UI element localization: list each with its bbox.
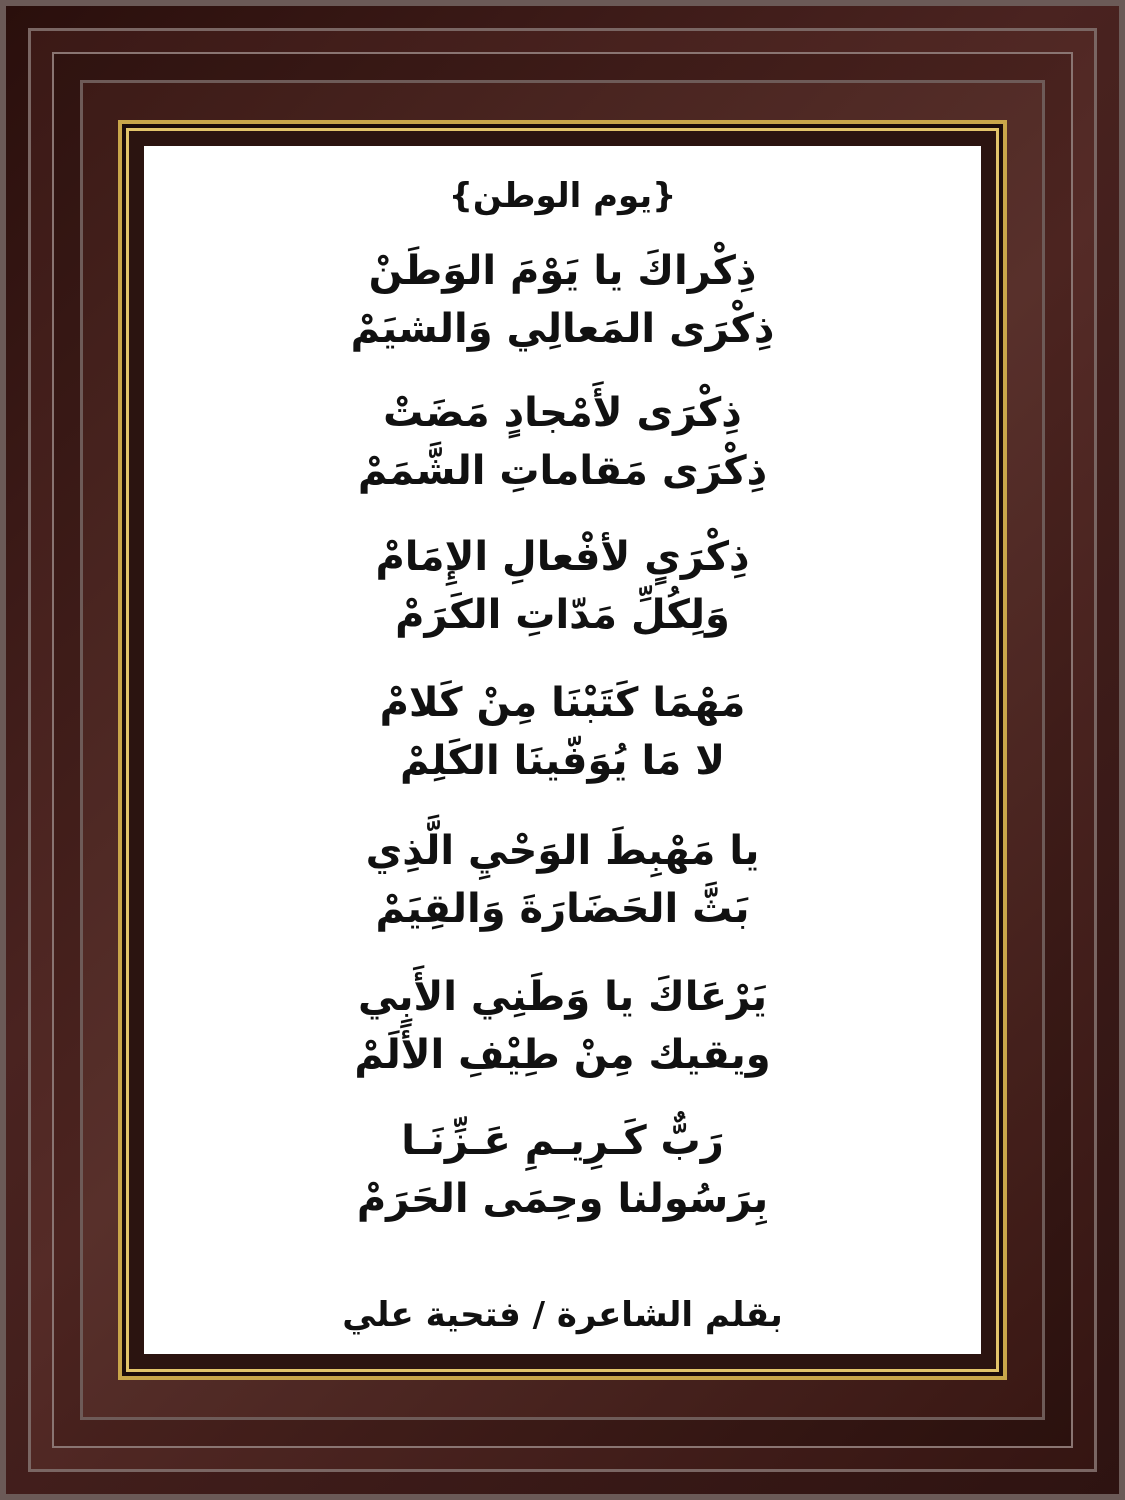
verse-line: بَثَّ الحَضَارَةَ وَالقِيَمْ [375,886,750,932]
verse-line: ذِكْرَى لأَمْجادٍ مَضَتْ [383,390,742,436]
verse-line: يا مَهْبِطَ الوَحْيِ الَّذِي [365,828,760,874]
verse-line: لا مَا يُوَفّينَا الكَلِمْ [400,738,725,784]
verse-line: ذِكْرَى مَقاماتِ الشَّمَمْ [357,448,768,494]
verse-line: ذِكْراكَ يا يَوْمَ الوَطَنْ [368,248,757,294]
stanza-4 [144,674,981,790]
poem-title: {يوم الوطن} [448,176,677,216]
verse-line: وَلِكُلِّ مَدّاتِ الكَرَمْ [395,592,730,638]
stanza-5 [144,822,981,938]
verse-line: ويقيك مِنْ طِيْفِ الأَلَمْ [354,1032,771,1078]
stanza-6 [144,968,981,1084]
stanza-7 [144,1112,981,1228]
verse-line: مَهْمَا كَتَبْنَا مِنْ كَلامْ [379,680,746,726]
stanza-2 [144,384,981,500]
poem-paper [144,146,981,1354]
poet-signature: بقلم الشاعرة / فتحية علي [342,1295,783,1335]
stanza-1 [144,242,981,358]
verse-line: ذِكْرَىٍ لأفْعالِ الإِمَامْ [375,534,750,580]
verse-line: يَرْعَاكَ يا وَطَنِي الأَبِي [357,974,768,1020]
stanza-3 [144,528,981,644]
verse-line: ذِكْرَى المَعالِي وَالشيَمْ [350,306,775,352]
verse-line: رَبٌّ كَـرِيـمِ عَـزِّنَـا [401,1118,724,1164]
verse-line: بِرَسُولنا وحِمَى الحَرَمْ [356,1176,769,1222]
